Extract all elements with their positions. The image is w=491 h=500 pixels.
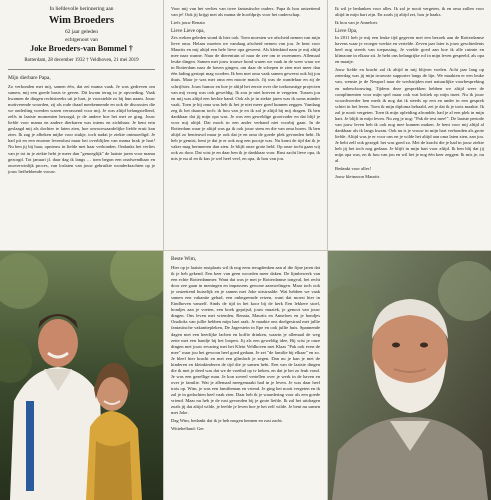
letter2-paragraph: Voor mij van het verlies van twee fantastische ouders. Papa ik hou ontzettend van je! Ook jij krijgt met als mama de hoofdprijs voor het ouderschap. (171, 6, 320, 18)
letter4-paragraph: Dag Wim, bedankt dat ik je heb mogen kennen en rust zacht. (171, 418, 283, 424)
letter4-paragraph: Hier op je laatste rustplaats wil ik nog eens terugdenken aan al die fijne jaren dat ik je heb gekend. Een keer van geen woorden meer daken. De lijmbewerk van een echte Rotterdammer. Want dat was je met je Rotterdamse tongval, het recht door zee gaan in meningen en impassens gewone aanvoelingen. Maar toch ook je ontzettend huiselijk en je samen met Joke uitstraalde. Wat hebben we vaak samen een vakantie gehad, een onbegrensde reizen, want dat moest hier in Eindhoven vanzelf. Sinds de tijd in het koor bij de kerk Een lekkere stoel, hondjes aan je voeten, een boek geprijsd, jouw muziek, je genoot van jouw dingen. Ons leven met vrienden, Renata, Maurits en Anneloes en je hondjes Onaltoks van jullie hebben mijn hart raak. Je maakte ons doelgestraal met jullie fantastische vakantiepleken, De Jagerstein in Epe en ook jullie huis. Spannende dagen met een heerlijke lachen en koffie drinken, waarin je allemaal de weg zette met een handje bij het loopen. Jij als een geweldig idee, Bij wist je onze dingen met jouw ervaring met het Klein Veldhoven met Klaas "Pak ook even de mee" waar jou het gewoon heel goed gedaan. Je zei "de familie bij elkaar" en zo. Je bleef hier kracht en met een glimlach je zegen. Dan nu je kan je met de kinderen en kleinkinderen de tijd die je samen hebt. Een van de laatste dingen die ik met je deed was dat we de voetbal op tv keken, en dat je het zo leuk vond. Je was een gezellige man. Je kon zoveel vertellen over je werk in de haven en over je familie. Wat je allemaal meegemaakt had in je leven. Je was daar heel trots op. Wim, je was een familieman en vriend. Je ging het nooit vergeten en ik zal je in gedachten heel vaak zien. Daar heb ik je waardering voor als een goede vriend. Maar nu heb je de rust gevonden bij je grote liefde. Ik zal het uitdragen zoals jij dat altijd wilde, je leefde je leven hoe je het zelf wilde. Je bent nu samen met Joke. (171, 265, 320, 416)
deceased-name: Wim Broeders (48, 15, 115, 26)
letter3-intro: Ik wil je bedanken voor alles. Ik zal je nooit vergeten, ik en oma zullen voor altijd in mijn hart zijn. En zoals jij altijd zei, hou je haaks. (335, 6, 484, 18)
letter3-body (335, 35, 484, 172)
couple-photo (0, 251, 163, 500)
letter3-signature: Jouw kleinzoon Maurits (335, 174, 380, 180)
cover-intro: In liefdevolle herinnering aan (49, 6, 114, 12)
letter4-signature: Wittebelland: Ger (171, 426, 204, 432)
couple-photo-image (0, 251, 163, 500)
letter1-body (8, 84, 155, 175)
cover-panel (0, 0, 163, 250)
letter2-body (171, 6, 320, 26)
letter1-paragraph: Zo verbonden met mij, samen één, dat zei mama vaak. Je was gedreven om samen, mij een goede basis te geven. Dit kwam terug in je opvoeding. Vaak kwamen de dingen rechtstreeks uit je hart, je voorstelde zo bij hun naam. Jouw motiverende woorden, zij als rode draad meekennende en ook de discussies die we onderling voerden waren verrassend voor mij. Je was altijd belangstellend, zelfs in laatste momenten bezorgd, je de andere hoe het met ze ging. Jouw liefde voor mama en andere dierbaren was intens en zichtbaar. Je bent erin geslaagd mij als dochter te laten zien, hoe onvoorwaardelijke liefde eruit kan zien. Ik zag je afbeken mijke voor stukje, toch nadat je ziekte ontmoedigd. Je had pit en een enorme levenslust maar het overblijfen van mama brak je hart! Nu ben jij bij haar, opnieuw in liefde met haar verbonden. Ondanks het verlies van je tot in je ziekte hebt je meer dan "genoeglijk" de laatste jaren voor mama gezorgd. Tot januari jl. daar dag ik langs … toen begon een onafwendbaar en onoverwinlijk proces, van loslaten van jouw gebruikte wonderkrachten op je jouw liefhebbende vrouw. (8, 84, 155, 174)
life-dates: Rotterdam, 28 december 1932 † Veldhoven, 21 mei 2019 (24, 58, 139, 63)
spouse-name: Joke Broeders-van Bommel (30, 44, 127, 53)
portrait-photo (328, 251, 491, 500)
husband-of-label: echtgenoot van (65, 37, 98, 43)
divider (8, 69, 155, 70)
letter3-paragraph: Jouw liefde en kracht zal ik altijd in mij blijven voelen. Acht jaar lang op zaterdag was jij mijn trouwste supporter langs de lijn. We maakten er een leuke van, wenste je de Neuporl naar de wedstrijden met natuurlijke voorbespreking en nabeschouwing. Tijdens deze gesprekken hebben we altijd weer de complimenten voor mijn spel maar ook wat kritiek op mijn inzet. Nu ik jouw woordvoerder ben merk ik nog dat ik steeds op een en ander in een gesprek schiet in het leven. Toen ik mijn diploma behaald, zei je dat ik je trots maakte. Ik zal je nooit vergeten. Toen ik mijn opleiding afrondde, had je al een plek in mijn hart. Je blijft in mijn leven. Nu zeg je nog: "Pak de rest mee!". De laatste periode van jouw leven heb ik ook nog mee kunnen maken. Je bent voor mij altijd al dankbaar als ik langs kwam. Ook nu is je vrouw in mijn hart verbonden als grote liefde. Altijd was je er voor ons en je wilde het altijd aan oma laten zien, aan jou. Je hebt zelf ook gezegd: het was goed zo. Met de kracht die je had in jouw ziekte heb jij het toch nog gedaan. Je blijft in mijn hart voor altijd. Ik ben blij dat jij mijn opa was, en ik hou van jou en wil het je nog één keer zeggen: Ik mis je, nu al. (335, 67, 484, 164)
letter2-signoff: Liefs jouw Renata (171, 20, 205, 26)
letter3-closing: Ik hou van je Anneloes (335, 20, 378, 26)
letter3-panel (328, 0, 491, 250)
letter2-opa-paragraph: Zes weken geleden stond ik hier ook. Toen moesten we afscheid nemen van mijn lieve oma. Helaas moeten we vandaag afscheid nemen van jou. Je bent voor Maurits en mij altijd een hele lieve opa geweest. Als kleinkind nam je mij altijd mee naar wanne. Naar de dierentuin of naar de zee om te zwemmen. Allemaal leuke dingen. Samen met jouw trouwe hond waren we vaak in de weer waar we in Rotterdam naar de haven gingen, om daar de schepen te zien met meer dan één lading gestopt mag worden. Ik ben met oma vaak samen geweest ook bij jou thuis. Maar je was met oma een mooie match. Jij was de wandelaar en zij de schrijfster. Jouw humor en hoe je altijd het eerste over die toekomstige projecten van mij vroeg was ook geweldig. Ik zou je niet hoeven te vergeten. Tussen jou en mij was altijd een hechte band. Ook als je in ziekte jaren was ik soms minder vaak. Toen je bij oma was heb ik het je niet meer goed kunnen zeggen. Vandaag zeg ik het daarom toch: ik hou van je en ik zal je altijd bij mij dragen. Ik ben dankbaar dat jij mijn opa was. Je was een geweldige grootvader en dat blijf je voor mij altijd. Dat moch in een ander verband niet voorbij gaan. In de Rotterdam waar je altijd was ga ik ook jouw stem en die van oma horen. Ik ben altijd zo benieuwd maar je ook dat je en oma de goede plek gevonden hebt. Ik heb je gemist, bent je dat je er ook nog een poosje was. Nu komt de tijd dat ik je vaker mag herinneren dan zien. Je blijft onze grote held. Op onze tocht gaan wij ook zo door. Dat wist je en daar ben ik je dankbaar voor. Rust zacht lieve opa, ik mis je nu al en ik kus je wel heel veel, en opa, ik hou van jou. (171, 35, 320, 162)
letter1-salutation: Mijn dierbare Papa, (8, 75, 51, 81)
letter3-paragraph: Bedankt voor alles! (335, 166, 371, 172)
letter3-intro-block (335, 6, 484, 26)
cross-icon: † (128, 44, 133, 53)
letter2-opa-label: Lieve Lieve opa, (171, 29, 205, 35)
letter3-paragraph: In 2011 heb je mij een leuke tijd gegeven met een bezoek aan de Rotterdamse havens waar je vroeger werkte en vertelde. Zeven jaar later is jouw geschiedenis heel nog steeds van toepassing. Je voelde goed aan hoe ik alle ruimte en klimzone in elkaar zit. Je hebt ons belangrijke rol in mijn leven gespeeld, als opa en maatje. (335, 35, 484, 65)
letter4-salutation: Beste Wim, (171, 256, 197, 262)
spouse-name-line (8, 44, 155, 54)
portrait-photo-image (328, 251, 491, 500)
letter3-label: Lieve Opa, (335, 29, 358, 35)
letter4-body (171, 265, 320, 424)
years-ago: 62 jaar geleden (65, 29, 98, 35)
cover-heading (8, 6, 155, 65)
letter2-opa-body (171, 35, 320, 162)
letter4-panel (164, 251, 327, 500)
letter2-panel (164, 0, 327, 250)
